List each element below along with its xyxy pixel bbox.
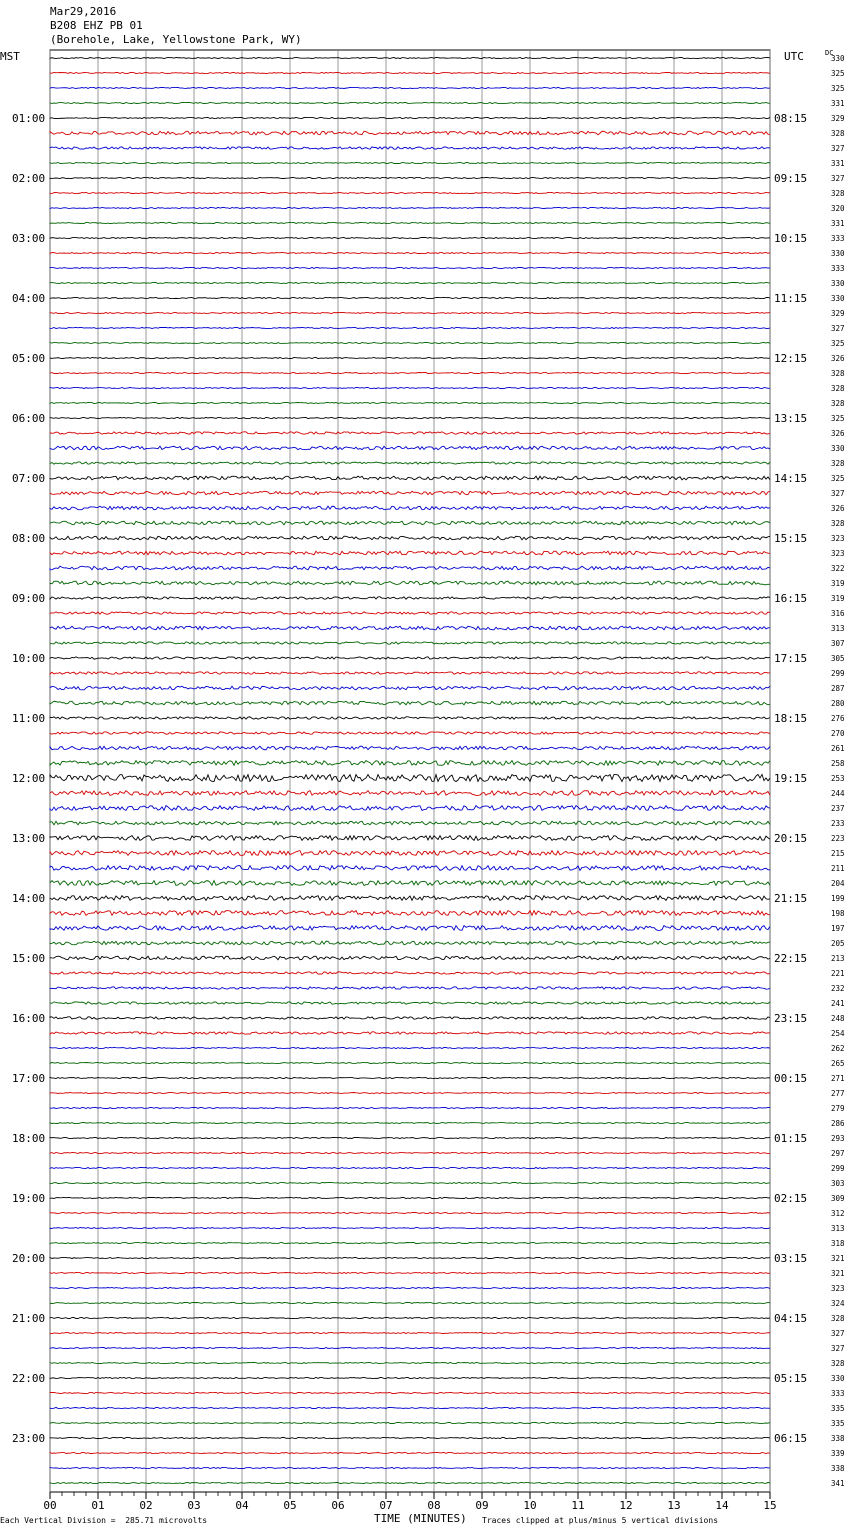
x-tick-label: 05: [283, 1499, 297, 1512]
seismic-trace: [50, 1167, 770, 1168]
mst-hour-label: 11:00: [12, 712, 46, 725]
dc-value-label: 211: [831, 864, 845, 873]
seismic-trace: [50, 972, 770, 974]
plot-frame: [50, 50, 770, 1492]
x-tick-label: 00: [43, 1499, 57, 1512]
mst-hour-label: 08:00: [12, 532, 46, 545]
dc-value-label: 297: [831, 1149, 845, 1158]
utc-hour-label: 14:15: [774, 472, 808, 485]
seismic-trace: [50, 1092, 770, 1093]
seismic-trace: [50, 372, 770, 373]
dc-value-label: 271: [831, 1074, 845, 1083]
dc-value-label: 299: [831, 669, 845, 678]
seismic-trace: [50, 222, 770, 223]
seismic-trace: [50, 402, 770, 403]
left-timezone-label: MST: [0, 50, 20, 63]
utc-hour-label: 05:15: [774, 1372, 808, 1385]
x-tick-label: 15: [763, 1499, 777, 1512]
dc-value-label: 328: [831, 369, 845, 378]
dc-value-label: 331: [831, 159, 845, 168]
utc-hour-label: 12:15: [774, 352, 808, 365]
dc-value-label: 328: [831, 459, 845, 468]
utc-hour-label: 11:15: [774, 292, 808, 305]
mst-hour-label: 21:00: [12, 1312, 46, 1325]
seismic-trace: [50, 446, 770, 450]
seismic-trace: [50, 581, 770, 585]
dc-value-label: 197: [831, 924, 845, 933]
x-tick-label: 04: [235, 1499, 249, 1512]
seismic-trace: [50, 791, 770, 796]
seismic-trace: [50, 851, 770, 856]
dc-value-label: 321: [831, 1269, 845, 1278]
utc-hour-label: 02:15: [774, 1192, 808, 1205]
station-code: B208 EHZ PB 01: [50, 19, 143, 32]
seismic-trace: [50, 476, 770, 480]
seismic-trace: [50, 701, 770, 705]
dc-value-label: 265: [831, 1059, 845, 1068]
utc-hour-label: 16:15: [774, 592, 808, 605]
dc-value-label: 204: [831, 879, 845, 888]
dc-value-label: 338: [831, 1464, 845, 1473]
seismic-trace: [50, 131, 770, 135]
dc-value-label: 327: [831, 1344, 845, 1353]
seismic-trace: [50, 282, 770, 283]
seismic-trace: [50, 881, 770, 886]
dc-value-label: 326: [831, 429, 845, 438]
x-tick-label: 08: [427, 1499, 441, 1512]
dc-value-label: 323: [831, 1284, 845, 1293]
seismic-trace: [50, 491, 770, 495]
seismic-trace: [50, 357, 770, 358]
dc-value-label: 213: [831, 954, 845, 963]
mst-hour-label: 19:00: [12, 1192, 46, 1205]
dc-value-label: 241: [831, 999, 845, 1008]
dc-value-label: 199: [831, 894, 845, 903]
x-tick-label: 02: [139, 1499, 153, 1512]
dc-value-label: 324: [831, 1299, 845, 1308]
seismic-trace: [50, 1422, 770, 1423]
dc-value-label: 276: [831, 714, 845, 723]
x-tick-label: 10: [523, 1499, 537, 1512]
mst-hour-label: 04:00: [12, 292, 46, 305]
x-tick-label: 09: [475, 1499, 489, 1512]
dc-value-label: 262: [831, 1044, 845, 1053]
seismic-trace: [50, 1227, 770, 1228]
seismic-trace: [50, 506, 770, 510]
utc-hour-label: 10:15: [774, 232, 808, 245]
dc-value-label: 313: [831, 624, 845, 633]
dc-value-label: 328: [831, 189, 845, 198]
dc-value-label: 330: [831, 1374, 845, 1383]
dc-column-label: DC: [825, 49, 834, 57]
dc-value-label: 328: [831, 384, 845, 393]
utc-hour-label: 17:15: [774, 652, 808, 665]
dc-value-label: 330: [831, 294, 845, 303]
dc-value-label: 329: [831, 114, 845, 123]
dc-value-label: 325: [831, 69, 845, 78]
seismic-trace: [50, 1182, 770, 1183]
mst-hour-label: 18:00: [12, 1132, 46, 1145]
seismic-trace: [50, 1287, 770, 1288]
dc-value-label: 333: [831, 234, 845, 243]
seismic-trace: [50, 672, 770, 674]
dc-value-label: 254: [831, 1029, 845, 1038]
dc-value-label: 305: [831, 654, 845, 663]
mst-hour-label: 02:00: [12, 172, 46, 185]
seismic-trace: [50, 941, 770, 945]
mst-hour-label: 12:00: [12, 772, 46, 785]
x-tick-label: 07: [379, 1499, 393, 1512]
seismic-trace: [50, 987, 770, 989]
clipping-note: Traces clipped at plus/minus 5 vertical divisions: [482, 1516, 719, 1525]
utc-hour-label: 06:15: [774, 1432, 808, 1445]
seismic-trace: [50, 1032, 770, 1034]
dc-value-label: 327: [831, 1329, 845, 1338]
seismic-trace: [50, 551, 770, 555]
seismic-trace: [50, 1347, 770, 1348]
dc-value-label: 322: [831, 564, 845, 573]
seismic-trace: [50, 147, 770, 149]
seismic-trace: [50, 237, 770, 238]
mst-hour-label: 10:00: [12, 652, 46, 665]
utc-hour-label: 01:15: [774, 1132, 808, 1145]
seismic-trace: [50, 1122, 770, 1123]
dc-value-label: 335: [831, 1419, 845, 1428]
seismic-trace: [50, 297, 770, 298]
dc-value-label: 341: [831, 1479, 845, 1488]
seismic-trace: [50, 117, 770, 118]
seismic-trace: [50, 252, 770, 253]
seismic-trace: [50, 72, 770, 73]
dc-value-label: 335: [831, 1404, 845, 1413]
dc-value-label: 330: [831, 54, 845, 63]
seismic-trace: [50, 626, 770, 630]
dc-value-label: 328: [831, 519, 845, 528]
seismic-trace: [50, 806, 770, 811]
utc-hour-label: 20:15: [774, 832, 808, 845]
seismic-trace: [50, 1257, 770, 1258]
utc-hour-label: 03:15: [774, 1252, 808, 1265]
seismic-trace: [50, 1317, 770, 1318]
mst-hour-label: 06:00: [12, 412, 46, 425]
dc-value-label: 319: [831, 579, 845, 588]
dc-value-label: 307: [831, 639, 845, 648]
mst-hour-label: 09:00: [12, 592, 46, 605]
dc-value-label: 318: [831, 1239, 845, 1248]
seismic-trace: [50, 1377, 770, 1378]
x-tick-label: 12: [619, 1499, 633, 1512]
dc-value-label: 309: [831, 1194, 845, 1203]
dc-value-label: 233: [831, 819, 845, 828]
seismic-trace: [50, 1302, 770, 1303]
mst-hour-label: 23:00: [12, 1432, 46, 1445]
mst-hour-label: 07:00: [12, 472, 46, 485]
dc-value-label: 333: [831, 264, 845, 273]
seismic-trace: [50, 926, 770, 931]
mst-hour-label: 14:00: [12, 892, 46, 905]
dc-value-label: 205: [831, 939, 845, 948]
utc-hour-label: 00:15: [774, 1072, 808, 1085]
seismic-trace: [50, 192, 770, 193]
dc-value-label: 287: [831, 684, 845, 693]
seismic-trace: [50, 717, 770, 719]
dc-value-label: 313: [831, 1224, 845, 1233]
dc-value-label: 328: [831, 1359, 845, 1368]
utc-hour-label: 18:15: [774, 712, 808, 725]
dc-value-label: 261: [831, 744, 845, 753]
x-tick-label: 14: [715, 1499, 729, 1512]
seismic-trace: [50, 267, 770, 268]
seismic-trace: [50, 432, 770, 434]
seismic-trace: [50, 1047, 770, 1048]
dc-value-label: 328: [831, 1314, 845, 1323]
seismic-trace: [50, 1152, 770, 1153]
x-axis-label: TIME (MINUTES): [374, 1512, 467, 1525]
seismic-trace: [50, 774, 770, 781]
seismic-trace: [50, 911, 770, 916]
seismic-trace: [50, 57, 770, 58]
utc-hour-label: 22:15: [774, 952, 808, 965]
seismic-trace: [50, 1137, 770, 1138]
seismic-trace: [50, 1212, 770, 1213]
dc-value-label: 293: [831, 1134, 845, 1143]
utc-hour-label: 09:15: [774, 172, 808, 185]
dc-value-label: 333: [831, 1389, 845, 1398]
dc-value-label: 244: [831, 789, 845, 798]
dc-value-label: 328: [831, 129, 845, 138]
seismic-trace: [50, 1197, 770, 1198]
dc-value-label: 280: [831, 699, 845, 708]
mst-hour-label: 22:00: [12, 1372, 46, 1385]
seismic-trace: [50, 1272, 770, 1273]
seismic-trace: [50, 732, 770, 734]
dc-value-label: 330: [831, 279, 845, 288]
seismic-trace: [50, 312, 770, 313]
dc-value-label: 326: [831, 354, 845, 363]
seismic-trace: [50, 87, 770, 88]
utc-hour-label: 19:15: [774, 772, 808, 785]
seismic-trace: [50, 102, 770, 103]
vertical-division-note: Each Vertical Division = 285.71 microvolts: [0, 1516, 208, 1525]
dc-value-label: 323: [831, 549, 845, 558]
x-tick-label: 06: [331, 1499, 345, 1512]
dc-value-label: 253: [831, 774, 845, 783]
mst-hour-label: 13:00: [12, 832, 46, 845]
seismic-trace: [50, 1482, 770, 1483]
dc-value-label: 327: [831, 144, 845, 153]
seismic-trace: [50, 1467, 770, 1468]
mst-hour-label: 03:00: [12, 232, 46, 245]
station-location: (Borehole, Lake, Yellowstone Park, WY): [50, 33, 302, 46]
dc-value-label: 325: [831, 474, 845, 483]
dc-value-label: 299: [831, 1164, 845, 1173]
dc-value-label: 323: [831, 534, 845, 543]
dc-value-label: 215: [831, 849, 845, 858]
dc-value-label: 328: [831, 399, 845, 408]
mst-hour-label: 15:00: [12, 952, 46, 965]
seismic-trace: [50, 1362, 770, 1363]
seismic-trace: [50, 1107, 770, 1108]
x-tick-label: 03: [187, 1499, 201, 1512]
dc-value-label: 270: [831, 729, 845, 738]
mst-hour-label: 20:00: [12, 1252, 46, 1265]
seismic-trace: [50, 686, 770, 690]
dc-value-label: 312: [831, 1209, 845, 1218]
seismic-trace: [50, 1407, 770, 1408]
seismic-trace: [50, 536, 770, 540]
dc-value-label: 330: [831, 249, 845, 258]
dc-value-label: 330: [831, 444, 845, 453]
seismic-trace: [50, 387, 770, 388]
seismic-trace: [50, 896, 770, 901]
seismic-trace: [50, 746, 770, 750]
seismic-trace: [50, 836, 770, 841]
seismic-trace: [50, 1017, 770, 1019]
dc-value-label: 198: [831, 909, 845, 918]
seismic-trace: [50, 342, 770, 343]
x-tick-label: 13: [667, 1499, 681, 1512]
dc-value-label: 321: [831, 1254, 845, 1263]
seismic-trace: [50, 597, 770, 599]
dc-value-label: 248: [831, 1014, 845, 1023]
dc-value-label: 327: [831, 489, 845, 498]
dc-value-label: 232: [831, 984, 845, 993]
seismic-trace: [50, 162, 770, 163]
mst-hour-label: 17:00: [12, 1072, 46, 1085]
mst-hour-label: 05:00: [12, 352, 46, 365]
utc-hour-label: 23:15: [774, 1012, 808, 1025]
seismic-trace: [50, 1452, 770, 1453]
utc-hour-label: 15:15: [774, 532, 808, 545]
mst-hour-label: 16:00: [12, 1012, 46, 1025]
dc-value-label: 327: [831, 174, 845, 183]
seismic-trace: [50, 866, 770, 871]
seismic-trace: [50, 1332, 770, 1333]
seismic-trace: [50, 642, 770, 644]
seismic-trace: [50, 821, 770, 825]
utc-hour-label: 04:15: [774, 1312, 808, 1325]
seismic-trace: [50, 566, 770, 570]
seismic-trace: [50, 1242, 770, 1243]
dc-value-label: 339: [831, 1449, 845, 1458]
dc-value-label: 237: [831, 804, 845, 813]
dc-value-label: 331: [831, 219, 845, 228]
utc-hour-label: 21:15: [774, 892, 808, 905]
dc-value-label: 320: [831, 204, 845, 213]
seismic-trace: [50, 956, 770, 960]
seismic-trace: [50, 1437, 770, 1438]
station-date: Mar29,2016: [50, 5, 117, 18]
right-timezone-label: UTC: [784, 50, 804, 63]
seismic-trace: [50, 761, 770, 766]
dc-value-label: 279: [831, 1104, 845, 1113]
utc-hour-label: 13:15: [774, 412, 808, 425]
seismic-trace: [50, 612, 770, 614]
dc-value-label: 223: [831, 834, 845, 843]
utc-hour-label: 08:15: [774, 112, 808, 125]
seismic-trace: [50, 657, 770, 659]
seismic-trace: [50, 1077, 770, 1078]
dc-value-label: 331: [831, 99, 845, 108]
seismic-trace: [50, 327, 770, 328]
x-tick-label: 01: [91, 1499, 105, 1512]
dc-value-label: 221: [831, 969, 845, 978]
seismic-trace: [50, 177, 770, 178]
dc-value-label: 326: [831, 504, 845, 513]
mst-hour-label: 01:00: [12, 112, 46, 125]
seismic-trace: [50, 1002, 770, 1004]
dc-value-label: 303: [831, 1179, 845, 1188]
seismic-trace: [50, 1392, 770, 1393]
seismic-trace: [50, 521, 770, 525]
seismic-trace: [50, 207, 770, 208]
seismic-trace: [50, 462, 770, 464]
dc-value-label: 338: [831, 1434, 845, 1443]
dc-value-label: 325: [831, 339, 845, 348]
seismic-trace: [50, 417, 770, 418]
dc-value-label: 286: [831, 1119, 845, 1128]
seismic-trace: [50, 1062, 770, 1063]
dc-value-label: 319: [831, 594, 845, 603]
dc-value-label: 329: [831, 309, 845, 318]
dc-value-label: 277: [831, 1089, 845, 1098]
dc-value-label: 327: [831, 324, 845, 333]
dc-value-label: 316: [831, 609, 845, 618]
dc-value-label: 325: [831, 84, 845, 93]
x-tick-label: 11: [571, 1499, 585, 1512]
dc-value-label: 325: [831, 414, 845, 423]
dc-value-label: 258: [831, 759, 845, 768]
